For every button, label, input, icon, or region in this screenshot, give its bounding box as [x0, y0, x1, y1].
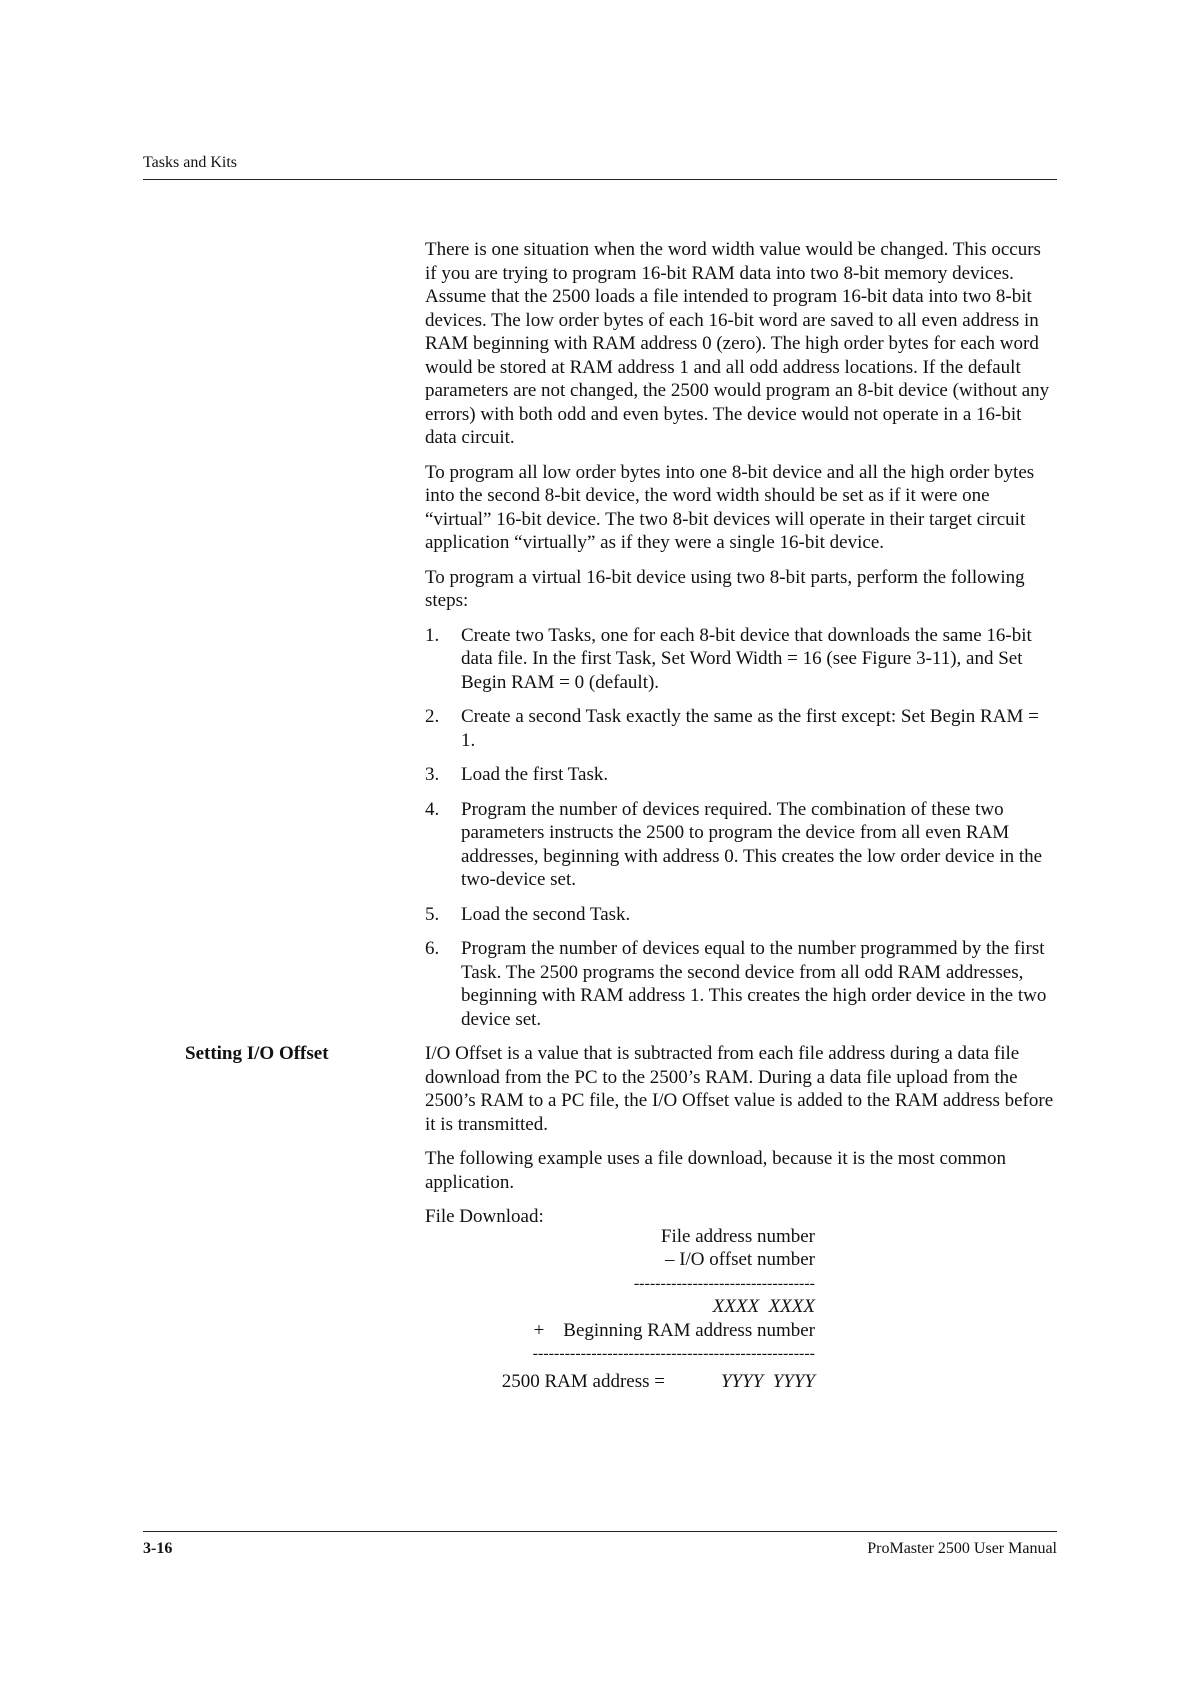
formula-line: File address number — [660, 1225, 815, 1247]
list-item — [425, 624, 1057, 695]
page-number: 3-16 — [143, 1540, 173, 1557]
step-text: Program the number of devices required. The combination of these two parameters instructs the 2500 to program the device from all even RAM addresses, beginning with address 0. This creates the low order device in the two-device set. — [461, 798, 1043, 890]
step-text: Load the second Task. — [461, 903, 631, 925]
steps-list — [425, 624, 1057, 1032]
list-item — [425, 903, 1057, 927]
formula-divider: ---------------------------------- — [633, 1274, 815, 1292]
paragraph: File Download: — [425, 1206, 544, 1227]
section-heading: Setting I/O Offset — [185, 1043, 329, 1064]
step-text: Create two Tasks, one for each 8-bit device that downloads the same 16-bit data file. In the first Task, Set Word Width = 16 (see Figure 3-11), and Set Begin RAM = 0 (default). — [461, 624, 1032, 693]
formula-divider: ----------------------------------------------------- — [532, 1345, 815, 1362]
step-text: Load the first Task. — [461, 764, 609, 785]
paragraph: To program all low order bytes into one 8-bit device and all the high order bytes into the second 8-bit device, the word width should be set as if it were one “virtual” 16-bit device. The two 8-bit devices will operate in their target circuit application “virtually” as if they were a single 16-bit device. — [425, 461, 1035, 553]
paragraph: To program a virtual 16-bit device using two 8-bit parts, perform the following steps: — [425, 566, 1025, 611]
paragraph: There is one situation when the word width value would be changed. This occurs if you are trying to program 16-bit RAM data into two 8-bit memory devices. Assume that the 2500 loads a file intended to program 16-bit data into two 8-bit devices. The low order bytes of each 16-bit word are saved to all even address in RAM beginning with RAM address 0 (zero). The high order bytes for each word would be stored at RAM address 1 and all odd address locations. If the default parameters are not changed, the 2500 would program an 8-bit device (without any errors) with both odd and even bytes. The device would not operate in a 16-bit data circuit. — [425, 239, 1050, 448]
footer-title: ProMaster 2500 User Manual — [867, 1540, 1057, 1557]
formula-result — [425, 1370, 815, 1394]
step-number: 3. — [425, 764, 440, 785]
list-item — [425, 763, 1057, 787]
paragraph: The following example uses a file download, because it is the most common application. — [425, 1148, 1006, 1193]
formula-line: XXXX XXXX — [712, 1296, 815, 1317]
body-column — [425, 238, 1057, 1393]
footer-rule — [143, 1531, 1057, 1532]
step-text: Create a second Task exactly the same as the first except: Set Begin RAM = 1. — [461, 706, 1039, 751]
formula-line: – I/O offset number — [664, 1249, 815, 1270]
formula — [425, 1225, 815, 1394]
step-text: Program the number of devices equal to the number programmed by the first Task. The 2500 programs the second device from all odd RAM addresses, beginning with RAM address 1. This creates the high order device in the two device set. — [461, 938, 1047, 1030]
running-header: Tasks and Kits — [143, 154, 237, 171]
header-rule — [143, 179, 1057, 180]
result-value: YYYY YYYY — [720, 1370, 815, 1392]
paragraph: I/O Offset is a value that is subtracted from each file address during a data file download from the PC to the 2500’s RAM. During a data file upload from the 2500’s RAM to a PC file, the I/O Offset value is added to the RAM address before it is transmitted. — [425, 1043, 1054, 1135]
list-item — [425, 705, 1057, 752]
step-number: 1. — [425, 624, 440, 646]
step-number: 6. — [425, 938, 440, 959]
step-number: 4. — [425, 798, 440, 820]
formula-line: + Beginning RAM address number — [533, 1319, 815, 1341]
step-number: 5. — [425, 903, 440, 925]
list-item — [425, 798, 1057, 892]
list-item — [425, 937, 1057, 1031]
result-label: 2500 RAM address = — [501, 1370, 665, 1392]
step-number: 2. — [425, 706, 440, 727]
